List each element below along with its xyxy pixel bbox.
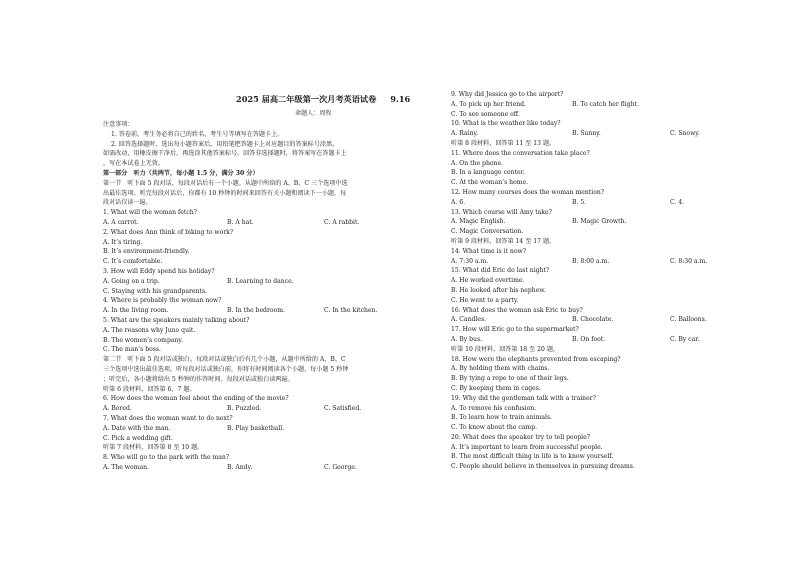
part-heading: 第一部分 听力（共两节，每小题 1.5 分，满分 30 分） xyxy=(103,169,259,177)
option-b: B. Puzzled. xyxy=(227,405,262,413)
option-b: B. 5. xyxy=(572,198,587,206)
option-c: C. Balloons. xyxy=(670,316,707,324)
notice-heading: 注意事项： xyxy=(103,121,134,128)
option-c: C. Pick a wedding gift. xyxy=(103,434,173,442)
option-row xyxy=(451,217,721,227)
option-a: A. It’s tiring. xyxy=(103,238,143,246)
question-stem: 14. What time is it now? xyxy=(451,247,526,255)
question-stem: 10. What is the weather like today? xyxy=(451,120,561,128)
option-a: A. Going on a trip. xyxy=(103,277,160,285)
option-b: B. Magic Growth. xyxy=(572,218,627,226)
option-b: B. In a language center. xyxy=(451,169,525,177)
option-a: A. A carrot. xyxy=(103,218,139,226)
option-a: A. It’s important to learn from successful people. xyxy=(451,443,603,451)
option-row xyxy=(103,218,368,228)
material-instruction: 听第 8 段材料，回答第 11 至 13 题。 xyxy=(451,139,556,147)
option-b: B. In the bedroom. xyxy=(227,307,285,315)
option-a: A. Date with the man. xyxy=(103,424,171,432)
option-row xyxy=(451,129,721,139)
option-c: C. By car. xyxy=(670,335,700,343)
option-b: B. 8:00 a.m. xyxy=(572,257,610,265)
notice-line: ，写在本试卷上无效。 xyxy=(103,160,164,168)
option-b: B. It’s environment-friendly. xyxy=(103,248,190,256)
option-c: C. It’s comfortable. xyxy=(103,258,163,266)
question-stem: 2. What does Ann think of biking to work? xyxy=(103,228,234,236)
page-title xyxy=(236,94,410,105)
option-c: C. People should believe in themselves in pursuing dreams. xyxy=(451,463,635,471)
option-a: A. Bored. xyxy=(103,405,132,413)
section-instruction: 第二节 听下面 5 段对话或独白。每段对话或独白后有几个小题，从题中所给的 A、B、C xyxy=(103,356,346,364)
option-a: A. 6. xyxy=(451,198,466,206)
option-b: B. Andy. xyxy=(227,463,253,471)
option-c: C. To see someone off. xyxy=(451,110,520,118)
exam-date: 9.16 xyxy=(390,94,411,104)
option-row xyxy=(103,463,368,473)
section-instruction: 出最佳选项。听完每段对话后，你都有 10 秒钟的时间来回答有关小题和阅读下一小题。每 xyxy=(103,189,347,197)
option-b: B. To catch her flight. xyxy=(572,100,639,108)
option-c: C. 4. xyxy=(670,198,685,206)
question-stem: 8. Who will go to the park with the man? xyxy=(103,454,230,462)
question-stem: 20. What does the speaker try to tell people? xyxy=(451,433,590,441)
option-a: A. He worked overtime. xyxy=(451,277,525,285)
option-a: A. To pick up her friend. xyxy=(451,100,526,108)
option-c: C. To know about the camp. xyxy=(451,424,538,432)
question-stem: 9. Why did Jessica go to the airport? xyxy=(451,91,564,98)
option-row xyxy=(103,306,378,316)
section-instruction: 第一节 听下面 5 段对话，每段对话后有一个小题。从题中所给的 A、B、C 三个选项中选 xyxy=(103,179,348,187)
question-stem: 7. What does the woman want to do next? xyxy=(103,414,233,422)
question-stem: 19. Why did the gentleman talk with a trainer? xyxy=(451,394,596,402)
option-row xyxy=(451,100,721,110)
question-stem: 3. How will Eddy spend his holiday? xyxy=(103,267,215,275)
material-instruction: 听第 6 段材料，回答第 6、7 题。 xyxy=(103,385,196,393)
option-a: A. 7:30 a.m. xyxy=(451,257,489,265)
option-a: A. Magic English. xyxy=(451,218,506,226)
option-b: B. Play basketball. xyxy=(227,424,285,432)
option-a: A. By bus. xyxy=(451,335,483,343)
option-b: B. The women’s company. xyxy=(103,336,183,344)
option-b: B. Learning to dance. xyxy=(227,277,294,285)
option-c: C. At the woman’s home. xyxy=(451,179,529,187)
option-a: A. Candles. xyxy=(451,316,487,324)
section-instruction: 三个选项中选出最佳选项。听每段对话或独白前，你将有时间阅读各个小题，每小题 5 秒钟 xyxy=(103,365,349,373)
option-c: C. The man’s boss. xyxy=(103,346,161,354)
exam-title: 2025 届高二年级第一次月考英语试卷 xyxy=(236,94,377,104)
question-stem: 6. How does the woman feel about the ending of the movie? xyxy=(103,395,289,403)
option-row xyxy=(103,277,368,287)
question-stem: 15. What did Eric do last night? xyxy=(451,267,550,275)
option-c: C. Snowy. xyxy=(670,130,700,138)
option-a: A. The woman. xyxy=(103,463,149,471)
question-stem: 13. Which course will Amy take? xyxy=(451,208,552,216)
option-a: A. By holding them with chains. xyxy=(451,365,550,373)
option-a: A. The reasons why Juno quit. xyxy=(103,326,196,334)
section-instruction: ；听完后，各小题将给出 5 秒钟的作答时间。每段对话或独白读两遍。 xyxy=(103,375,294,383)
option-b: B. He looked after his nephew. xyxy=(451,286,546,294)
option-c: C. He went to a party. xyxy=(451,296,519,304)
question-stem: 11. Where does the conversation take place? xyxy=(451,149,590,157)
option-row xyxy=(103,404,368,414)
option-row xyxy=(103,424,368,434)
option-c: C. In the kitchen. xyxy=(324,307,378,315)
material-instruction: 听第 10 段材料，回答第 18 至 20 题。 xyxy=(451,345,560,353)
option-c: C. A rabbit. xyxy=(324,218,360,226)
option-a: A. On the phone. xyxy=(451,159,504,167)
question-stem: 1. What will the woman fetch? xyxy=(103,209,197,217)
option-a: A. In the living room. xyxy=(103,307,169,315)
option-a: A. Rainy. xyxy=(451,130,479,138)
right-column xyxy=(451,90,721,472)
option-b: B. On foot. xyxy=(572,335,606,343)
option-c: C. George. xyxy=(324,463,357,471)
question-stem: 4. Where is probably the woman now? xyxy=(103,297,222,305)
option-c: C. Staying with his grandparents. xyxy=(103,287,207,295)
option-row xyxy=(451,315,721,325)
option-row xyxy=(451,335,721,345)
option-b: B. Sunny. xyxy=(572,130,601,138)
question-stem: 16. What does the woman ask Eric to buy? xyxy=(451,306,583,314)
question-stem: 5. What are the speakers mainly talking about? xyxy=(103,316,250,324)
notice-line: 1. 答卷前，考生务必将自己的姓名、考生号等填写在答题卡上。 xyxy=(111,130,284,138)
option-b: B. The most difficult thing in life is to know yourself. xyxy=(451,453,614,461)
section-instruction: 段对话仅读一遍。 xyxy=(103,199,152,207)
option-row xyxy=(451,198,721,208)
notice-line: 2. 回答选择题时，选出每小题答案后，用铅笔把答题卡上对应题目的答案标号涂黑。 xyxy=(111,140,339,148)
exam-author: 命题人：周牧 xyxy=(295,110,332,117)
question-stem: 12. How many courses does the woman mention? xyxy=(451,188,605,196)
option-c: C. Satisfied. xyxy=(324,405,362,413)
option-c: C. 8:30 a.m. xyxy=(670,257,708,265)
option-row xyxy=(451,257,721,267)
option-b: B. By tying a rope to one of their legs. xyxy=(451,375,569,383)
option-b: B. A hat. xyxy=(227,218,254,226)
left-column xyxy=(103,120,378,473)
option-b: B. To learn how to train animals. xyxy=(451,414,553,422)
question-stem: 17. How will Eric go to the supermarket? xyxy=(451,326,579,334)
option-c: C. Magic Conversation. xyxy=(451,228,524,236)
option-c: C. By keeping them in cages. xyxy=(451,384,541,392)
notice-line: 如需改动，用橡皮擦干净后，再选涂其他答案标号。回答非选择题时，将答案写在答题卡上 xyxy=(103,150,347,158)
question-stem: 18. How were the elephants prevented from escaping? xyxy=(451,355,621,363)
material-instruction: 听第 9 段材料，回答第 14 至 17 题。 xyxy=(451,237,556,245)
material-instruction: 听第 7 段材料，回答第 8 至 10 题。 xyxy=(103,444,204,452)
option-b: B. Chocolate. xyxy=(572,316,614,324)
option-a: A. To remove his confusion. xyxy=(451,404,537,412)
